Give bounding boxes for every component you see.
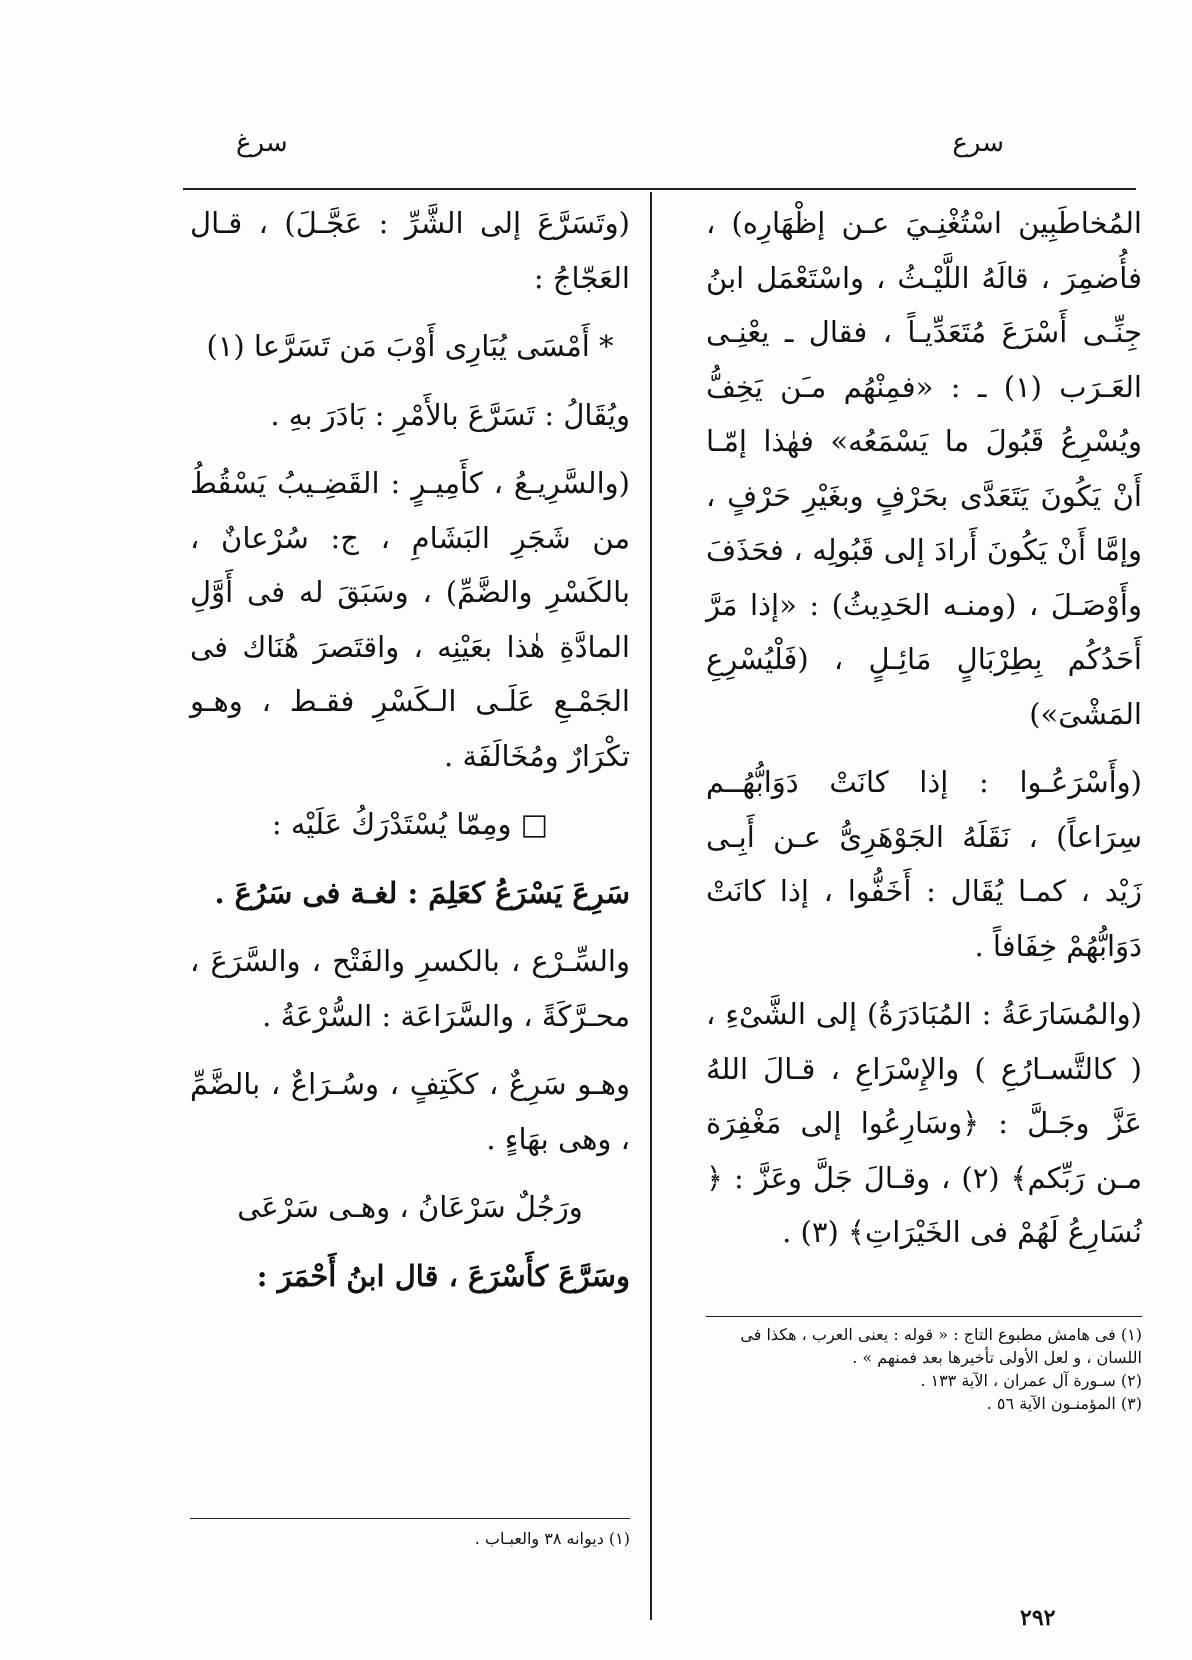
left-paragraph-7: والسِّـرْع ، بالكسرِ والفَتْح ، والسَّرَعَ ، محـرَّكَةً ، والسَّرَاعَة : السُّرْعَةُ . xyxy=(190,944,630,1033)
running-head-right: سرع xyxy=(952,128,1004,158)
page-number: ٢٩٢ xyxy=(1020,1605,1056,1631)
left-paragraph-1: (وتَسَرَّعَ إلى الشَّرِّ : عَجَّـلَ) ، قـال العَجّاجُ : xyxy=(190,206,630,295)
footnote-rule-right xyxy=(706,1316,1142,1317)
header-rule xyxy=(183,188,1136,190)
footnote: (٢) سـورة آل عمران ، الآية ١٣٣ . xyxy=(920,1371,1142,1390)
right-paragraph-3: (والمُسَارَعَةُ : المُبَادَرَةُ) إلى الشَّىْءِ ، ( كالتَّسـارُعِ ) والإِسْرَاعِ ، قـالَ اللهُ عَزَّ وجَـلَّ : ﴿وسَارِعُوا إلى مَغْفِرَة مـن رَبِّكم﴾ (٢) ، وقـالَ جَلَّ وعَزَّ : ﴿ نُسَارِعُ لَهُمْ فى الخَيْرَاتِ﴾ (٣) . xyxy=(706,997,1142,1249)
right-paragraph-1: المُخاطَبِين اسْتُغْنِـيَ عـن إظْهَارِه) ، فأُضمِرَ ، قالَهُ اللَّيْـثُ ، واسْتَعْمَل ابنُ جِنِّـى أَسْرَعَ مُتَعَدِّيـاً ، فقال ـ يعْنِـى العَـرَب (١) ـ : «فمِنْهُم مـَن يَخِفُّ ويُسْرِعُ قَبُولَ ما يَسْمَعُه» فهٰذا إمّـا أَنْ يَكُونَ يَتَعَدَّى بحَرْفٍ وبغَيْرِ حَرْفٍ ، وإمَّا أَنْ يَكُونَ أَرادَ إلى قَبُولِه ، فحَذَفَ وأَوْصَـلَ ، (ومنـه الحَدِيثُ) : «إذا مَرَّ أَحَدُكُم بِطِرْبَالٍ مَائِـلٍ ، (فَلْيُسْرِعِ المَشْىَ») xyxy=(706,206,1142,731)
running-head-left: سرغ xyxy=(236,128,288,158)
right-column xyxy=(706,196,1142,1274)
left-column xyxy=(190,196,630,1317)
right-paragraph-2: (وأَسْرَعُـوا : إذا كانَتْ دَوَابُّهُــم سِرَاعاً) ، نَقَلَهُ الجَوْهَرِىُّ عـن أَبِـى زَيْد ، كمـا يُقَال : أَخَفُّوا ، إذا كانَتْ دَوَابُّهُمْ خِفَافاً . xyxy=(706,765,1142,963)
footnote-rule-left xyxy=(190,1518,630,1519)
footnotes-right xyxy=(706,1323,1142,1415)
left-paragraph-6: سَرِعَ يَسْرَعُ كعَلِمَ : لغـة فى سَرُعَ . xyxy=(214,875,630,910)
left-paragraph-4: (والسَّرِيـعُ ، كأَمِيـرٍ : القَضِـيبُ يَسْقُطُ من شَجَرِ البَشَامِ ، ج: سُرْعانٌ ، بالكَسْرِ والضَّمِّ) ، وسَبَقَ له فى أَوَّلِ المادَّةِ هٰذا بعَيْنِه ، واقتَصرَ هُنَاك فى الجَمْـعِ عَلَـى الـكَسْرِ فقـط ، وهـو تكْرَارٌ ومُخَالَفَة . xyxy=(190,466,630,773)
left-paragraph-3: ويُقَالُ : تَسَرَّعَ بالأَمْرِ : بَادَرَ بهِ . xyxy=(270,397,630,432)
left-paragraph-9: ورَجُلٌ سَرْعَانُ ، وهـى سَرْعَى xyxy=(237,1190,583,1224)
addendum-heading: □ ومِمّا يُسْتَدْرَكُ عَلَيْه : xyxy=(271,807,549,841)
footnote: (١) ديوانه ٣٨ والعبـاب . xyxy=(474,1529,630,1548)
left-paragraph-10: وسَرَّعَ كأَسْرَعَ ، قال ابنُ أَحْمَرَ : xyxy=(256,1258,630,1293)
footnote: (١) فى هامش مطبوع التاج : « قوله : يعنى العرب ، هكذا فى اللسان ، و لعل الأولى تأخيرها بعد فمنهم » . xyxy=(740,1325,1142,1367)
column-divider xyxy=(650,192,652,1620)
left-paragraph-8: وهـو سَرِعٌ ، ككَتِفٍ ، وسُـرَاعٌ ، بالضَّمِّ ، وهى بهَاءٍ . xyxy=(190,1067,630,1156)
footnote: (٣) المؤمنـون الآية ٥٦ . xyxy=(986,1394,1142,1413)
footnotes-left xyxy=(190,1527,630,1550)
verse-line: * أَمْسَى يُبَارِى أَوْبَ مَن تَسَرَّعا (١) xyxy=(206,329,614,363)
